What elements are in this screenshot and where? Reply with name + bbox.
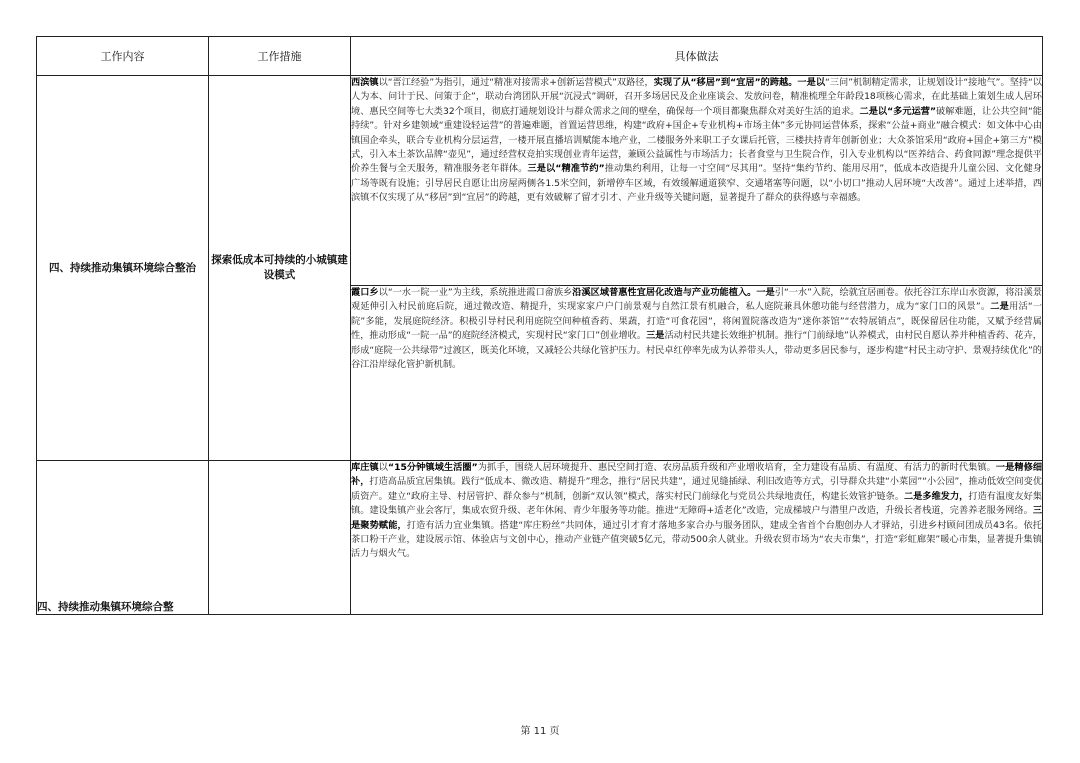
page-number: 第 11 页 bbox=[520, 726, 560, 737]
header-detail: 具体做法 bbox=[351, 37, 1043, 76]
category-cell-continued: 四、持续推动集镇环境综合整 bbox=[37, 461, 209, 615]
category-cell: 四、持续推动集镇环境综合整治 bbox=[37, 76, 209, 461]
measure-cell-empty bbox=[209, 461, 351, 615]
header-work-content: 工作内容 bbox=[37, 37, 209, 76]
town-name: 库庄镇 bbox=[351, 462, 379, 473]
table-row bbox=[37, 461, 1043, 615]
town-name: 霞口乡 bbox=[351, 287, 379, 298]
header-work-measure: 工作措施 bbox=[209, 37, 351, 76]
table-header-row bbox=[37, 37, 1043, 76]
town-name: 西滨镇 bbox=[351, 77, 379, 88]
detail-cell-kuzhuang: 库庄镇以“15分钟镇域生活圈”为抓手，围绕人居环境提升、惠民空间打造、农房品质升级和产业增收培育，全力建设有品质、有温度、有活力的新时代集镇。一是精修细补，打造高品质宜居集镇。践行“低成本、微改造、精提升”理念，推行“居民共建”，通过见缝插绿、利旧改造等方式，引导群众共建“小菜园”“小公园”，推动低效空间变优质资产。建立“政府主导、村居管护、群众参与”机制，创新“双认领”模式，落实村民门前绿化与党员公共绿地责任，构建长效管护链条。二是多维发力，打造有温度友好集镇。建设集镇产业会客厅，集成农贸升级、老年休闲、青少年服务等功能。推进“无障碍+适老化”改造，完成梯坡户与潜里户改造，升级长者栈道，完善养老服务网络。三是聚势赋能，打造有活力宜业集镇。搭建“库庄粉丝”共同体，通过引才育才落地多家合办与服务团队，建成全省首个台胞创办人才驿站，引进乡村顾问团成员43名。依托茶口粉干产业，建设展示馆、体验店与文创中心，推动产业链产值突破5亿元，带动500余人就业。升级农贸市场为“农夫市集”，打造“彩虹廊架”暖心市集，显著提升集镇活力与烟火气。 bbox=[351, 461, 1043, 615]
table-row bbox=[37, 76, 1043, 286]
work-plan-table bbox=[36, 36, 1043, 615]
detail-cell-xibin: 西滨镇以“晋江经验”为指引，通过“精准对接需求+创新运营模式”双路径，实现了从“移居”到“宜居”的跨越。一是以“三问”机制精定需求，让规划设计“接地气”。坚持“以人为本、问计于民、问策于企”，联动台湾团队开展“沉浸式”调研，召开多场居民及企业座谈会、发放问卷，精准梳理全年龄段18项核心需求，在此基础上策划生成人居环境、惠民空间等七大类32个项目，彻底打通规划设计与群众需求之间的壁垒，确保每一个项目都聚焦群众对美好生活的追求。二是以“多元运营”破解难题，让公共空间“能持续”。针对乡建领域“重建设轻运营”的普遍难题，首置运营思维，构建“政府+国企+专业机构+市场主体”多元协同运营体系，探索“公益+商业”融合模式：如文体中心由镇国企牵头，联合专业机构分层运营，一楼开展直播培训赋能本地产业，二楼服务外来职工子女课后托管，三楼扶持青年创新创业；大众茶馆采用“政府+国企+第三方”模式，引入本土茶饮品牌“壶见”，通过经营权竞拍实现创业青年运营，兼顾公益属性与市场活力；长者食堂与卫生院合作，引入专业机构以“医养结合、药食同源”理念提供平价养生餐与全天服务，精准服务老年群体。三是以“精准节约”推动集约利用，让每一寸空间“尽其用”。坚持“集约节约、能用尽用”，低成本改造提升儿童公园、文化健身广场等既有设施；引导居民自愿让出房屋两侧各1.5米空间，新增停车区域，有效缓解通道狭窄、交通堵塞等问题，以“小切口”推动人居环境“大改善”。通过上述举措，西滨镇不仅实现了从“移居”到“宜居”的跨越，更有效破解了留才引才、产业升级等关键问题，显著提升了群众的获得感与幸福感。 bbox=[351, 76, 1043, 286]
measure-cell: 探索低成本可持续的小城镇建设模式 bbox=[209, 76, 351, 461]
detail-cell-xiakou: 霞口乡以“一水一院一业”为主线，系统推进霞口畲族乡沿溪区域普惠性宜居化改造与产业功能植入。一是引“一水”入院，绘就宜居画卷。依托谷江东岸山水资源，将沿溪景观延伸引入村民前庭后院，通过微改造、精提升，实现家家户户门前景观与自然江景有机融合，私人庭院兼具休憩功能与经营潜力，成为“家门口的风景”。二是用活“一院”多能，发展庭院经济。积极引导村民利用庭院空间种植香药、果蔬，打造“可食花园”，将闲置院落改造为“迷你茶馆”“农特展销点”，既保留居住功能，又赋予经营属性，推动形成“一院一品”的庭院经济模式，实现村民“家门口”创业增收。三是活动村民共建长效维护机制。推行“门前绿地”认养模式，由村民自愿认养并种植香药、花卉，形成“庭院一公共绿带”过渡区，既美化环境，又减轻公共绿化管护压力。村民卓红停率先成为认养带头人，带动更多居民参与，逐步构建“村民主动守护、景观持续优化”的谷江沿岸绿化管护新机制。 bbox=[351, 286, 1043, 461]
